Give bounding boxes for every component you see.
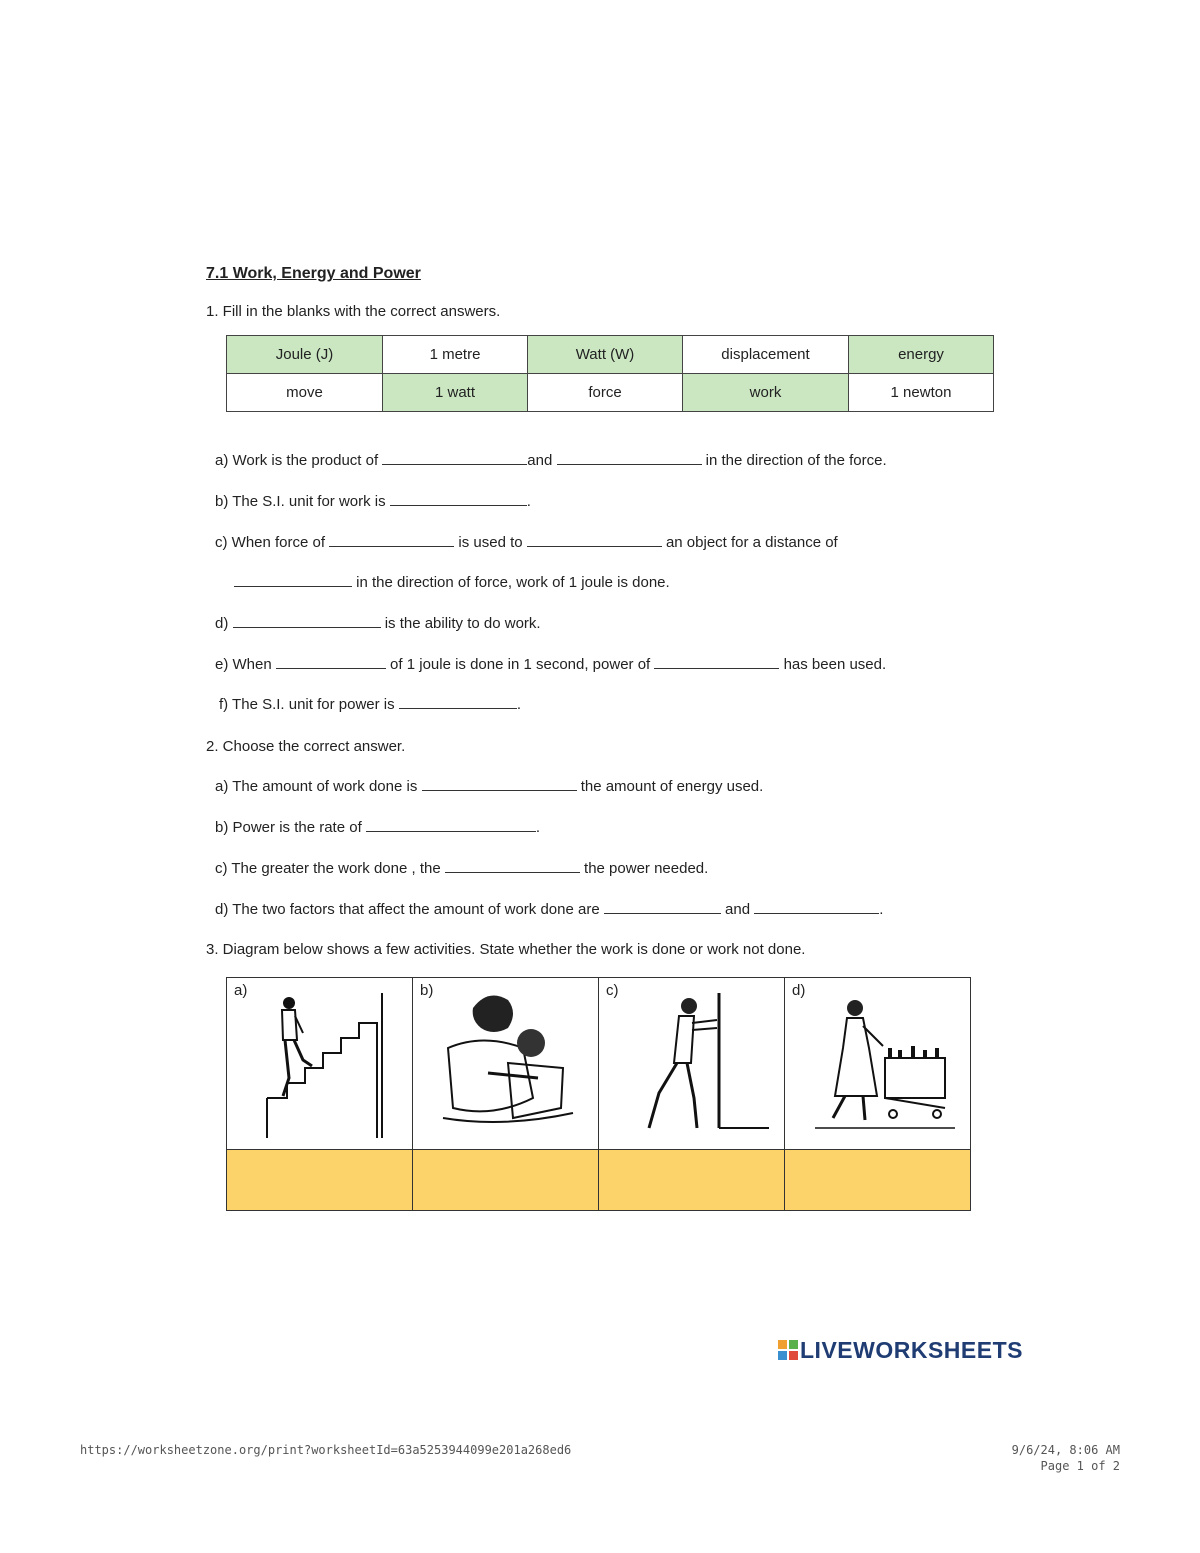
q1c-blank-3[interactable]: [234, 574, 352, 587]
q1c-blank-1[interactable]: [329, 534, 454, 547]
q2b: [215, 819, 540, 836]
activity-cell-b: [413, 978, 599, 1150]
word-cell[interactable]: displacement: [683, 336, 849, 374]
word-cell[interactable]: Watt (W): [528, 336, 683, 374]
answer-box-b[interactable]: [413, 1150, 599, 1211]
q2-heading: 2. Choose the correct answer.: [206, 738, 406, 755]
q1f-text: f) The S.I. unit for power is: [219, 696, 395, 713]
word-bank-row: [227, 374, 994, 412]
activities-picture-row: [227, 978, 971, 1150]
word-cell[interactable]: work: [683, 374, 849, 412]
q1e-text: of 1 joule is done in 1 second, power of: [390, 656, 651, 673]
q2d: [215, 901, 883, 918]
q2d-text: .: [879, 901, 884, 918]
q1e-text: has been used.: [783, 656, 887, 673]
answer-box-d[interactable]: [785, 1150, 971, 1211]
q1a-text: and: [527, 452, 553, 469]
footer-url[interactable]: https://worksheetzone.org/print?worksheetId=63a5253944099e201a268ed6: [80, 1443, 572, 1457]
man-pushing-wall-illustration: [599, 978, 784, 1144]
q1-heading: 1. Fill in the blanks with the correct answers.: [206, 303, 501, 320]
q1d-blank[interactable]: [233, 615, 381, 628]
q2c-blank[interactable]: [445, 860, 580, 873]
activity-cell-d: [785, 978, 971, 1150]
q1e: [215, 656, 886, 673]
liveworksheets-logo: [778, 1337, 1023, 1364]
q1e-text: e) When: [215, 656, 272, 673]
logo-grid-icon: [778, 1340, 798, 1360]
word-cell[interactable]: move: [227, 374, 383, 412]
q1b-text: b) The S.I. unit for work is: [215, 493, 386, 510]
q1f: [219, 696, 521, 713]
q1c-text: in the direction of force, work of 1 joule is done.: [356, 574, 670, 591]
activity-cell-a: [227, 978, 413, 1150]
q1a-text: a) Work is the product of: [215, 452, 379, 469]
q1c-cont: [234, 574, 670, 591]
footer-datetime: 9/6/24, 8:06 AM: [1011, 1443, 1120, 1457]
activities-answer-row: [227, 1150, 971, 1211]
q2c: [215, 860, 708, 877]
q1b: [215, 493, 531, 510]
q1b-blank[interactable]: [390, 493, 527, 506]
q1f-text: .: [516, 696, 521, 713]
q2a: [215, 778, 763, 795]
q1c-text: c) When force of: [215, 534, 326, 551]
word-bank-table: [226, 335, 994, 412]
q2d-text: d) The two factors that affect the amount of work done are: [215, 901, 600, 918]
q2c-text: the power needed.: [584, 860, 709, 877]
mother-and-child-reading-illustration: [413, 978, 598, 1144]
woman-pushing-trolley-illustration: [785, 978, 970, 1144]
answer-box-c[interactable]: [599, 1150, 785, 1211]
answer-box-a[interactable]: [227, 1150, 413, 1211]
q1a-text: in the direction of the force.: [705, 452, 887, 469]
q1c-text: is used to: [458, 534, 523, 551]
q1c: [215, 534, 838, 551]
q1a-blank-1[interactable]: [382, 452, 527, 465]
word-cell[interactable]: force: [528, 374, 683, 412]
activity-cell-c: [599, 978, 785, 1150]
q1e-blank-2[interactable]: [654, 656, 779, 669]
q1c-text: an object for a distance of: [665, 534, 838, 551]
activity-label: d): [792, 982, 806, 999]
q1b-text: .: [526, 493, 531, 510]
logo-text: LIVEWORKSHEETS: [800, 1337, 1023, 1363]
word-cell[interactable]: 1 watt: [383, 374, 528, 412]
q1d: [215, 615, 541, 632]
q3-heading: 3. Diagram below shows a few activities. State whether the work is done or work not done.: [206, 941, 806, 958]
q1c-blank-2[interactable]: [527, 534, 662, 547]
word-bank-row: [227, 336, 994, 374]
q2d-blank-2[interactable]: [754, 901, 879, 914]
q2a-text: a) The amount of work done is: [215, 778, 418, 795]
activities-table: [226, 977, 971, 1211]
activity-label: c): [606, 982, 619, 999]
activity-label: a): [234, 982, 248, 999]
activity-label: b): [420, 982, 434, 999]
word-cell[interactable]: 1 newton: [849, 374, 994, 412]
q1e-blank-1[interactable]: [276, 656, 386, 669]
q2a-blank[interactable]: [422, 778, 577, 791]
q2b-text: .: [535, 819, 541, 836]
q1d-text: is the ability to do work.: [384, 615, 541, 632]
footer-page-number: Page 1 of 2: [1040, 1459, 1120, 1473]
q1a: [215, 452, 887, 469]
q2d-blank-1[interactable]: [604, 901, 721, 914]
q2a-text: the amount of energy used.: [580, 778, 764, 795]
q1a-blank-2[interactable]: [557, 452, 702, 465]
q2c-text: c) The greater the work done , the: [215, 860, 441, 877]
q1f-blank[interactable]: [399, 696, 517, 709]
word-cell[interactable]: energy: [849, 336, 994, 374]
word-cell[interactable]: 1 metre: [383, 336, 528, 374]
q2b-blank[interactable]: [366, 819, 536, 832]
worksheet-title: 7.1 Work, Energy and Power: [206, 265, 421, 282]
q2b-text: b) Power is the rate of: [215, 819, 362, 836]
q1d-text: d): [215, 615, 229, 632]
word-cell[interactable]: Joule (J): [227, 336, 383, 374]
q2d-text: and: [725, 901, 751, 918]
man-climbing-stairs-illustration: [227, 978, 412, 1144]
